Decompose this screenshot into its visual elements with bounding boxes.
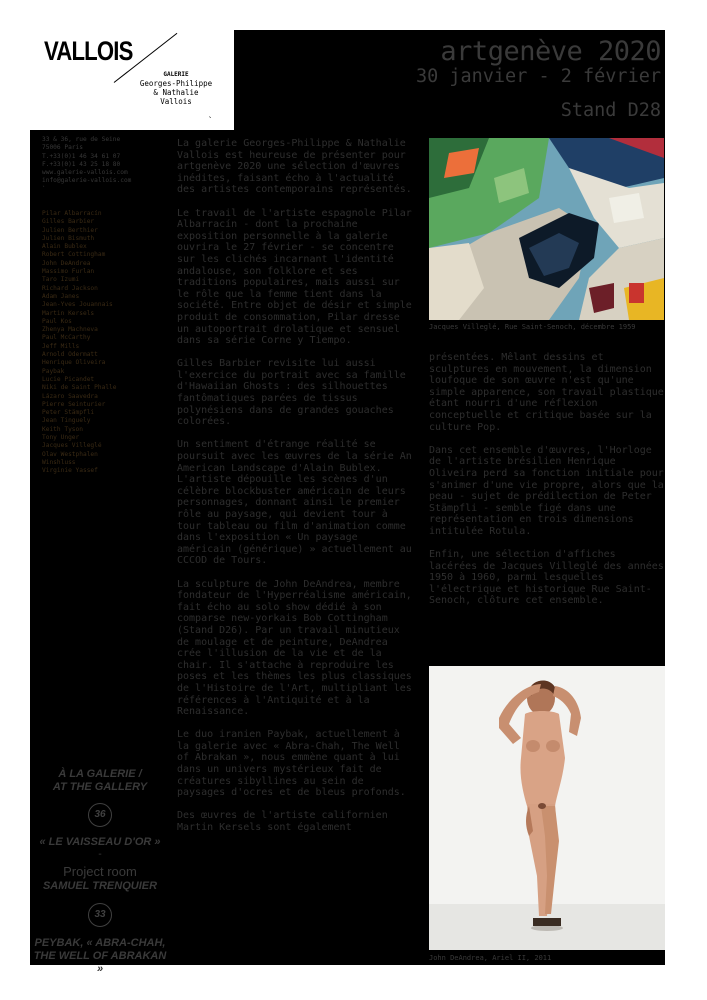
artist-link[interactable]: Robert Cottingham <box>42 251 106 259</box>
phone-line[interactable]: T.+33(0)1 46 34 61 07 <box>42 152 121 160</box>
villegle-poster-image <box>429 138 664 320</box>
artist-link[interactable]: Paybak <box>42 367 65 375</box>
separator-dash: - <box>96 849 104 860</box>
paragraph-villegle: Enfin, une sélection d'affiches lacérées de Jacques Villeglé des années 1950 à 1960, parmi lesquelles l'électrique et historique Rue Saint-Senoch, clôture cet ensemble. <box>429 549 664 607</box>
image-caption-deandrea: John DeAndrea, Ariel II, 2011 <box>429 954 552 962</box>
paragraph-oliveira-stampfli: Dans cet ensemble d'œuvres, l'Horloge de l'artiste brésilien Henrique Oliveira perd sa fonction initiale pour s'animer d'une vie propre, alors que la peau - sujet de prédilection de Peter Stämpfli - semble figé dans une représentation en trois dimensions intitulée Rotula. <box>429 444 664 537</box>
fair-dates: 30 janvier - 2 février <box>415 66 661 87</box>
address-number-33: 33 <box>88 903 112 927</box>
contact-block <box>42 136 131 194</box>
artist-link[interactable]: Taro Izumi <box>42 276 80 284</box>
artist-link[interactable]: Niki de Saint Phalle <box>42 384 117 392</box>
gallery-logo[interactable]: VALLOIS <box>44 36 133 66</box>
artist-link[interactable]: Paul Kos <box>42 317 72 325</box>
artist-link[interactable]: Gilles Barbier <box>42 218 95 226</box>
image-caption-villegle: Jacques Villeglé, Rue Saint-Senoch, décembre 1959 <box>429 323 636 331</box>
gallery-label: GALERIE <box>163 71 189 78</box>
artist-link[interactable]: Massimo Furlan <box>42 268 95 276</box>
paragraph-barbier: Gilles Barbier revisite lui aussi l'exercice du portrait avec sa famille d'Hawaiian Ghosts : des silhouettes fantômatiques parées de tissus polynésiens dans de grandes gouaches colorées. <box>177 358 406 428</box>
artist-list <box>42 210 117 476</box>
paragraph-deandrea: La sculpture de John DeAndrea, membre fondateur de l'Hyperréalisme américain, fait écho au solo show dédié à son comparse new-yorkais Bob Cottingham (Stand D26). Par un travail minutieux de moulage et de peinture, DeAndrea crée l'illusion de la vie et de la chair. Il s'attache à reproduire les poses et les thèmes les plus classiques de l'Histoire de l'Art, multipliant les références à l'Antiquité et à la Renaissance. <box>177 578 412 718</box>
artist-link[interactable]: Henrique Oliveira <box>42 359 106 367</box>
text-column-1 <box>177 138 413 845</box>
sculpture-figure <box>429 666 665 950</box>
artist-link[interactable]: Adam Janes <box>42 292 80 300</box>
artist-link[interactable]: Richard Jackson <box>42 284 98 292</box>
email-link[interactable]: info@galerie-vallois.com <box>42 177 132 185</box>
artist-link[interactable]: Alain Bublex <box>42 243 87 251</box>
torn-poster-artwork <box>429 138 664 320</box>
artist-link[interactable]: Tony Unger <box>42 434 80 442</box>
artist-link[interactable]: Jacques Villeglé <box>42 442 102 450</box>
website-link[interactable]: www.galerie-vallois.com <box>42 169 128 177</box>
artist-link[interactable]: Jean Tinguely <box>42 417 91 425</box>
address-number-36: 36 <box>88 803 112 827</box>
paragraph-paybak: Le duo iranien Paybak, actuellement à la galerie avec « Abra-Chah, The Well of Abrakan », nous emmène quant à lui dans un univers mystérieux fait de créatures sibyllines au sein de paysages d'ocres et de bleus profonds. <box>177 729 406 799</box>
artist-link[interactable]: Jean-Yves Jouannais <box>42 301 113 309</box>
at-the-gallery-heading <box>30 768 170 794</box>
gallery-heading-line-1: À LA GALERIE / <box>58 768 142 780</box>
deandrea-sculpture-image <box>429 666 665 950</box>
gallery-heading-line-2: AT THE GALLERY <box>52 781 148 793</box>
trenquier-name: SAMUEL TRENQUIER <box>42 880 158 892</box>
artist-link[interactable]: Zhenya Machneva <box>42 326 98 334</box>
artist-link[interactable]: Paul McCarthy <box>42 334 91 342</box>
artist-link[interactable]: Keith Tyson <box>42 425 83 433</box>
artist-link[interactable]: Jeff Mills <box>42 342 80 350</box>
fair-title: artgenève 2020 <box>440 36 661 67</box>
owner-line-2: & Nathalie <box>153 88 199 97</box>
city-line: 75006 Paris <box>42 144 83 152</box>
stand-number: Stand D28 <box>560 100 661 121</box>
artist-link[interactable]: Winshluss <box>42 458 76 466</box>
artist-link[interactable]: Lázaro Saavedra <box>42 392 98 400</box>
artist-link[interactable]: Olav Westphalen <box>42 450 98 458</box>
logo-box <box>30 30 234 130</box>
project-room-label: Project room <box>63 864 137 879</box>
paybak-line-1: PEYBAK, « ABRA-CHAH, <box>34 937 166 949</box>
gallery-owners <box>126 70 226 106</box>
paybak-exhibition <box>30 937 170 976</box>
paybak-line-2: THE WELL OF ABRAKAN » <box>33 950 167 975</box>
vaisseau-title: « LE VAISSEAU D'OR » <box>39 836 161 848</box>
artist-link[interactable]: Virginie Yassef <box>42 467 98 475</box>
logo-tick: ` <box>208 116 213 125</box>
owner-line-1: Georges-Philippe <box>139 79 213 88</box>
artist-link[interactable]: Julien Berthier <box>42 226 98 234</box>
text-column-2 <box>429 352 665 619</box>
artist-link[interactable]: Julien Bismuth <box>42 234 95 242</box>
paragraph-albarracin: Le travail de l'artiste espagnole Pilar Albarracín - dont la prochaine exposition personnelle à la galerie ouvrira le 27 février - se concentre sur les clichés incarnant l'identité andalouse, son folklore et ses traditions populaires, mais aussi sur le rôle que la femme tient dans la société. Entre objet de désir et simple produit de consommation, Pilar dresse un autoportrait drolatique et sensuel dans sa série Corne y Tiempo. <box>177 207 412 347</box>
paragraph-bublex: Un sentiment d'étrange réalité se poursuit avec les œuvres de la série An American Landscape d'Alain Bublex. L'artiste dépouille les scènes d'un célèbre blockbuster américain de leurs personnages, donnant ainsi le premier rôle au paysage, qui devient tour à tour tableau ou film d'animation comme dans l'exposition « Un paysage américain (générique) » actuellement au CCCOD de Tours. <box>177 439 412 567</box>
artist-link[interactable]: Pilar Albarracín <box>42 210 102 217</box>
owner-line-3: Vallois <box>160 97 192 106</box>
artist-link[interactable]: Martin Kersels <box>42 309 95 317</box>
contact-tick: ` <box>42 185 46 193</box>
artist-link[interactable]: John DeAndrea <box>42 259 91 267</box>
paragraph-kersels-end: présentées. Mêlant dessins et sculptures en mouvement, la dimension loufoque de son œuvre n'est qu'une simple apparence, son travail plastique étant nourri d'une réflexion conceptuelle et critique basée sur la culture Pop. <box>429 352 664 433</box>
fax-line: F.+33(0)1 43 25 18 80 <box>42 160 121 168</box>
paragraph-intro: La galerie Georges-Philippe & Nathalie Vallois est heureuse de présenter pour artgenève 2020 une sélection d'œuvres inédites, faisant écho à l'actualité des artistes contemporains représentés. <box>177 138 412 196</box>
address-line: 33 & 36, rue de Seine <box>42 136 121 143</box>
artist-link[interactable]: Peter Stämpfli <box>42 409 95 417</box>
paragraph-kersels-start: Des œuvres de l'artiste californien Martin Kersels sont également <box>177 810 388 834</box>
artist-link[interactable]: Lucie Picandet <box>42 375 95 383</box>
artist-link[interactable]: Arnold Odermatt <box>42 351 98 359</box>
artist-link[interactable]: Pierre Seinturier <box>42 400 106 408</box>
